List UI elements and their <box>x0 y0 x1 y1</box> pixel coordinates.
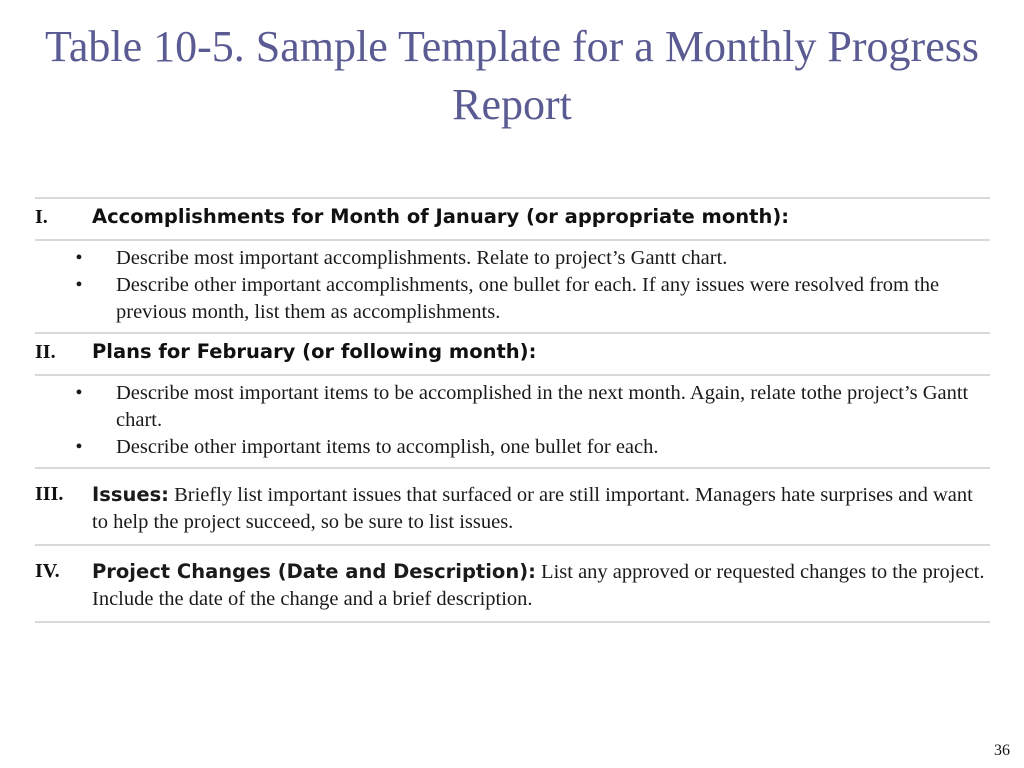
section-1-bullet-list <box>35 241 990 332</box>
section-1-numeral: I. <box>35 206 48 228</box>
list-item <box>35 245 990 272</box>
section-3-body <box>92 481 990 536</box>
progress-report-template-table <box>35 197 990 623</box>
section-3-lead: Issues: <box>92 483 169 506</box>
list-item <box>35 380 990 434</box>
list-item <box>35 272 990 326</box>
slide-title: Table 10-5. Sample Template for a Monthly Progress Report <box>45 22 979 129</box>
bullet-text: Describe other important accomplishments, one bullet for each. If any issues were resolved from the previous month, list them as accomplishments. <box>116 274 940 323</box>
section-2-heading-row <box>35 334 990 374</box>
section-3-text: Briefly list important issues that surfaced or are still important. Managers hate surprises and want to help the project succeed, so be sure to list issues. <box>92 484 973 533</box>
list-item <box>35 434 990 461</box>
section-3-row <box>35 469 990 544</box>
bullet-icon: • <box>75 382 83 404</box>
section-4-body <box>92 558 990 613</box>
section-1-heading-row <box>35 199 990 239</box>
bullet-text: Describe other important items to accomplish, one bullet for each. <box>116 436 659 458</box>
bullet-icon: • <box>75 247 83 269</box>
section-3-numeral: III. <box>35 483 64 505</box>
page-number: 36 <box>994 742 1010 759</box>
bullet-text: Describe most important accomplishments. Relate to project’s Gantt chart. <box>116 247 728 269</box>
section-4-numeral: IV. <box>35 560 60 582</box>
bullet-icon: • <box>75 274 83 296</box>
section-4-text: List any approved or requested changes to the project. Include the date of the change and a brief description. <box>92 561 985 610</box>
section-2-numeral: II. <box>35 341 56 363</box>
section-4-lead: Project Changes (Date and Description): <box>92 560 536 583</box>
table-rule <box>35 621 990 623</box>
section-4-row <box>35 546 990 621</box>
section-1-heading: Accomplishments for Month of January (or appropriate month): <box>92 205 790 228</box>
section-2-bullet-list <box>35 376 990 467</box>
bullet-icon: • <box>75 436 83 458</box>
bullet-text: Describe most important items to be accomplished in the next month. Again, relate tothe project’s Gantt chart. <box>116 382 969 431</box>
section-2-heading: Plans for February (or following month): <box>92 340 537 363</box>
